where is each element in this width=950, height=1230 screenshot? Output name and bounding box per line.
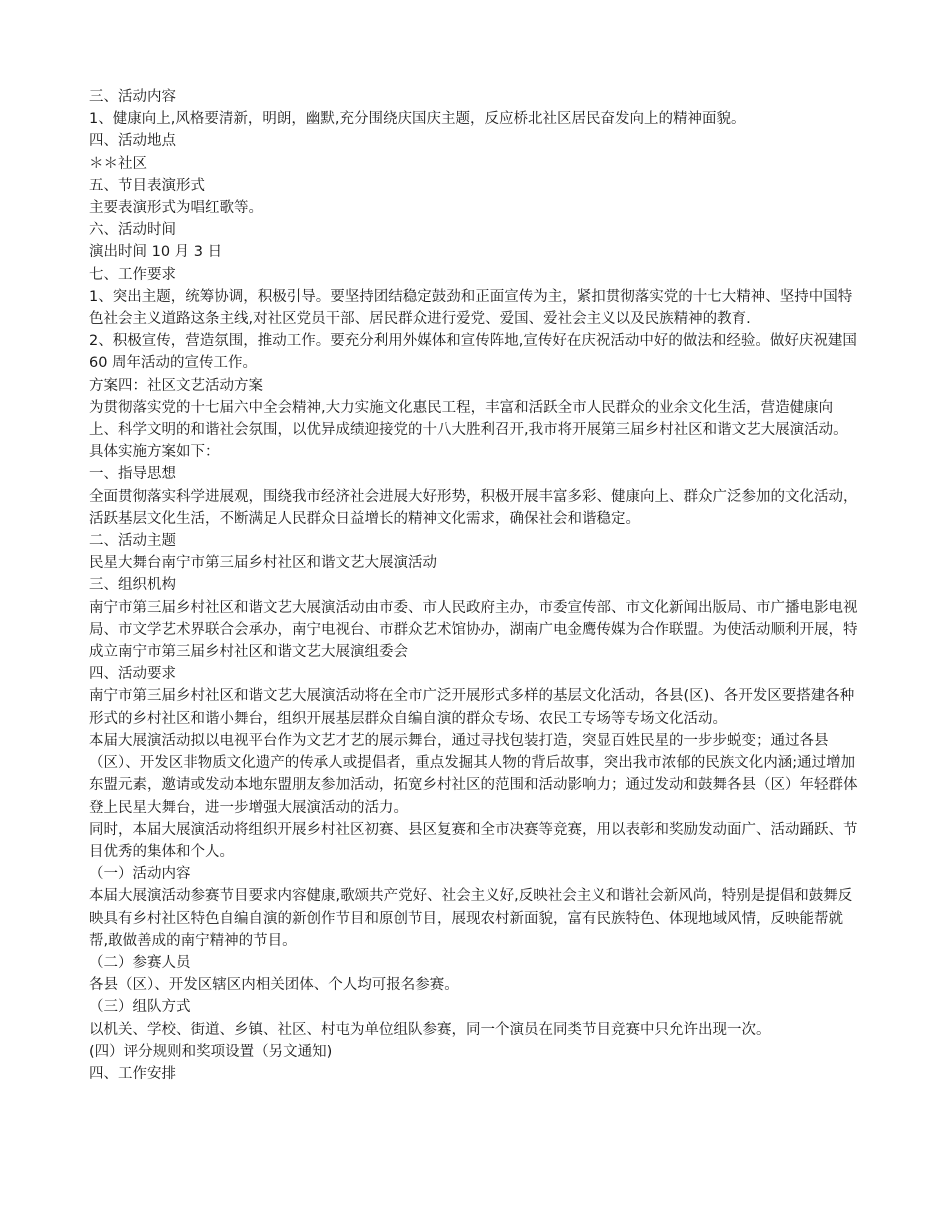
paragraph: 南宁市第三届乡村社区和谐文艺大展演活动将在全市广泛开展形式多样的基层文化活动，各县(区)、各开发区要搭建各种形式的乡村社区和谐小舞台，组织开展基层群众自编自演的群众专场、农民工专场等专场文化活动。: [89, 688, 855, 727]
paragraph: 全面贯彻落实科学进展观，围绕我市经济社会进展大好形势，积极开展丰富多彩、健康向上、群众广泛参加的文化活动，活跃基层文化生活，不断满足人民群众日益增长的精神文化需求，确保社会和谐稳定。: [89, 488, 858, 527]
paragraph: 主要表演形式为唱红歌等。: [89, 200, 263, 217]
section-heading: 七、工作要求: [89, 266, 176, 283]
paragraph: 民星大舞台南宁市第三届乡村社区和谐文艺大展演活动: [89, 555, 437, 572]
paragraph: 同时，本届大展演活动将组织开展乡村社区初赛、县区复赛和全市决赛等竞赛，用以表彰和奖励发动面广、活动踊跃、节目优秀的集体和个人。: [89, 821, 858, 860]
section-heading: 一、指导思想: [89, 466, 176, 483]
plan-title: 方案四：社区文艺活动方案: [89, 377, 263, 394]
paragraph: 以机关、学校、街道、乡镇、社区、村屯为单位组队参赛，同一个演员在同类节目竞赛中只允许出现一次。: [89, 1021, 771, 1038]
paragraph: 为贯彻落实党的十七届六中全会精神,大力实施文化惠民工程，丰富和活跃全市人民群众的业余文化生活，营造健康向上、科学文明的和谐社会氛围，以优异成绩迎接党的十八大胜利召开,我市将开展第三届乡村社区和谐文艺大展演活动。具体实施方案如下：: [89, 399, 848, 461]
subsection-heading: （三）组队方式: [89, 999, 191, 1016]
section-heading: 四、工作安排: [89, 1065, 176, 1082]
paragraph: 1、突出主题，统筹协调，积极引导。要坚持团结稳定鼓劲和正面宣传为主，紧扣贯彻落实党的十七大精神、坚持中国特色社会主义道路这条主线,对社区党员干部、居民群众进行爱党、爱国、爱社会主义以及民族精神的教育.: [89, 288, 853, 328]
section-heading: 四、活动要求: [89, 666, 176, 683]
subsection-heading: （二）参赛人员: [89, 954, 191, 971]
section-heading: 四、活动地点: [89, 133, 176, 150]
paragraph: 南宁市第三届乡村社区和谐文艺大展演活动由市委、市人民政府主办，市委宣传部、市文化新闻出版局、市广播电影电视局、市文学艺术界联合会承办，南宁电视台、市群众艺术馆协办，湖南广电金鹰传媒为合作联盟。为使活动顺利开展，特成立南宁市第三届乡村社区和谐文艺大展演组委会: [89, 599, 858, 661]
section-heading: 五、节目表演形式: [89, 177, 205, 194]
paragraph: 各县（区）、开发区辖区内相关团体、个人均可报名参赛。: [89, 977, 459, 994]
paragraph: 2、积极宣传，营造氛围，推动工作。要充分利用外媒体和宣传阵地,宣传好在庆祝活动中好的做法和经验。做好庆祝建国 60 周年活动的宣传工作。: [89, 333, 857, 372]
subsection-heading: (四）评分规则和奖项设置（另文通知): [89, 1043, 333, 1060]
document-body: [89, 86, 861, 1085]
paragraph: 1、健康向上,风格要清新，明朗，幽默,充分围绕庆国庆主题，反应桥北社区居民奋发向上的精神面貌。: [89, 111, 746, 128]
paragraph: 演出时间 10 月 3 日: [89, 244, 223, 261]
subsection-heading: （一）活动内容: [89, 866, 191, 883]
paragraph: 本届大展演活动拟以电视平台作为文艺才艺的展示舞台，通过寻找包装打造，突显百姓民星的一步步蜕变；通过各县（区）、开发区非物质文化遗产的传承人或提倡者，重点发掘其人物的背后故事，突出我市浓郁的民族文化内涵;通过增加东盟元素，邀请或发动本地东盟朋友参加活动，拓宽乡村社区的范围和活动影响力；通过发动和鼓舞各县（区）年轻群体登上民星大舞台，进一步增强大展演活动的活力。: [89, 732, 858, 816]
paragraph: ＊＊社区: [89, 155, 147, 172]
section-heading: 二、活动主题: [89, 533, 176, 550]
section-heading: 三、组织机构: [89, 577, 176, 594]
paragraph: 本届大展演活动参赛节目要求内容健康,歌颂共产党好、社会主义好,反映社会主义和谐社会新风尚，特别是提倡和鼓舞反映具有乡村社区特色自编自演的新创作节目和原创节目，展现农村新面貌，富有民族特色、体现地域风情，反映能帮就帮,敢做善成的南宁精神的节目。: [89, 888, 853, 949]
section-heading: 三、活动内容: [89, 89, 176, 105]
section-heading: 六、活动时间: [89, 222, 176, 239]
